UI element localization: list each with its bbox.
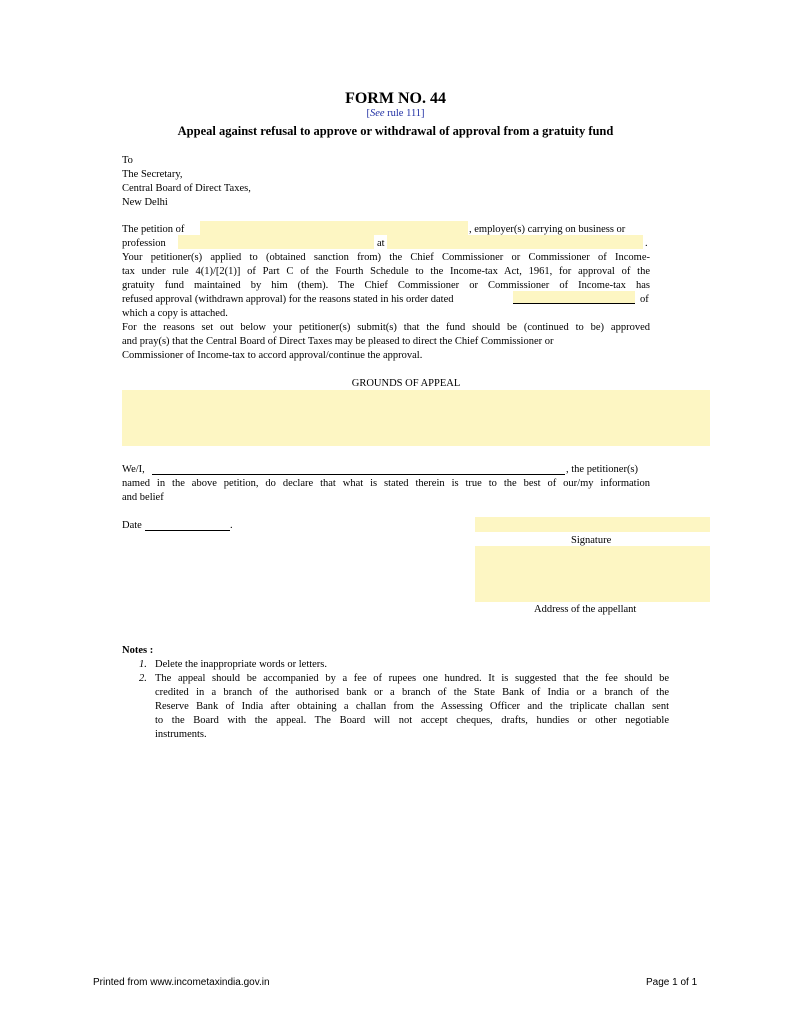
- petition-line9: and pray(s) that the Central Board of Direct Taxes may be pleased to direct the Chief Commissioner or: [122, 336, 554, 347]
- declaration-line3: and belief: [122, 492, 164, 503]
- address-field[interactable]: [475, 546, 710, 602]
- address-line1: The Secretary,: [122, 169, 183, 180]
- address-line3: New Delhi: [122, 197, 168, 208]
- date-period: .: [230, 520, 233, 531]
- petition-line8: For the reasons set out below your petitioner(s) submit(s) that the fund should be (continued to be) approved: [122, 322, 650, 333]
- note2-line1: The appeal should be accompanied by a fee of rupees one hundred. It is suggested that the fee should be: [155, 673, 669, 684]
- note2-line2: credited in a branch of the authorised bank or a branch of the State Bank of India or a branch of the: [155, 687, 669, 698]
- petition-line3: Your petitioner(s) applied to (obtained sanction from) the Chief Commissioner or Commissioner of Income-: [122, 252, 650, 263]
- profession-field[interactable]: [178, 235, 374, 249]
- petition-line6-of: of: [640, 294, 649, 305]
- date-label: Date: [122, 520, 142, 531]
- date-underline[interactable]: [145, 530, 230, 531]
- signature-field[interactable]: [475, 517, 710, 532]
- rule-see: See: [369, 108, 385, 119]
- signature-label: Signature: [571, 535, 612, 546]
- petition-line7: which a copy is attached.: [122, 308, 228, 319]
- petition-line5: gratuity fund maintained by him (them). The Chief Commissioner or Commissioner of Income-tax has: [122, 280, 650, 291]
- declaration-line2: named in the above petition, do declare that what is stated therein is true to the best of our/my information: [122, 478, 650, 489]
- petitioner-name-field[interactable]: [200, 221, 468, 235]
- rule-open: [: [366, 108, 370, 119]
- grounds-heading: GROUNDS OF APPEAL: [351, 378, 461, 389]
- address-to: To: [122, 155, 133, 166]
- declarant-name-line[interactable]: [152, 474, 565, 475]
- form-title: FORM NO. 44: [345, 90, 446, 107]
- notes-heading: Notes :: [122, 645, 154, 656]
- note2-line5: instruments.: [155, 729, 207, 740]
- petition-line4: tax under rule 4(1)/[2(1)] of Part C of the Fourth Schedule to the Income-tax Act, 1961, for approval of the: [122, 266, 650, 277]
- petition-line10: Commissioner of Income-tax to accord approval/continue the approval.: [122, 350, 423, 361]
- order-date-underline: [513, 303, 635, 304]
- note2-line3: Reserve Bank of India after obtaining a challan from the Assessing Officer and the triplicate challan sent: [155, 701, 669, 712]
- address-line2: Central Board of Direct Taxes,: [122, 183, 251, 194]
- note2-line4: to the Board with the appeal. The Board will not accept cheques, drafts, hundies or other negotiable: [155, 715, 669, 726]
- note1-number: 1.: [139, 659, 147, 670]
- footer-printed-from: Printed from www.incometaxindia.gov.in: [93, 977, 270, 988]
- note1-text: Delete the inappropriate words or letters.: [155, 659, 328, 670]
- form-subtitle: Appeal against refusal to approve or withdrawal of approval from a gratuity fund: [177, 124, 614, 138]
- profession-period: .: [645, 238, 648, 249]
- petition-of-label: The petition of: [122, 224, 185, 235]
- grounds-field[interactable]: [122, 390, 710, 446]
- location-field[interactable]: [387, 235, 643, 249]
- footer-page-number: Page 1 of 1: [646, 977, 698, 988]
- employer-label: , employer(s) carrying on business or: [469, 224, 626, 235]
- at-label: at: [377, 238, 385, 249]
- rule-rest: rule 111]: [384, 108, 425, 119]
- profession-label: profession: [122, 238, 166, 249]
- petition-line6: refused approval (withdrawn approval) for the reasons stated in his order dated: [122, 294, 454, 305]
- note2-number: 2.: [139, 673, 147, 684]
- declaration-we: We/I,: [122, 464, 145, 475]
- address-label: Address of the appellant: [534, 604, 637, 615]
- declaration-petitioners: , the petitioner(s): [566, 464, 639, 475]
- rule-reference: [0, 108, 791, 119]
